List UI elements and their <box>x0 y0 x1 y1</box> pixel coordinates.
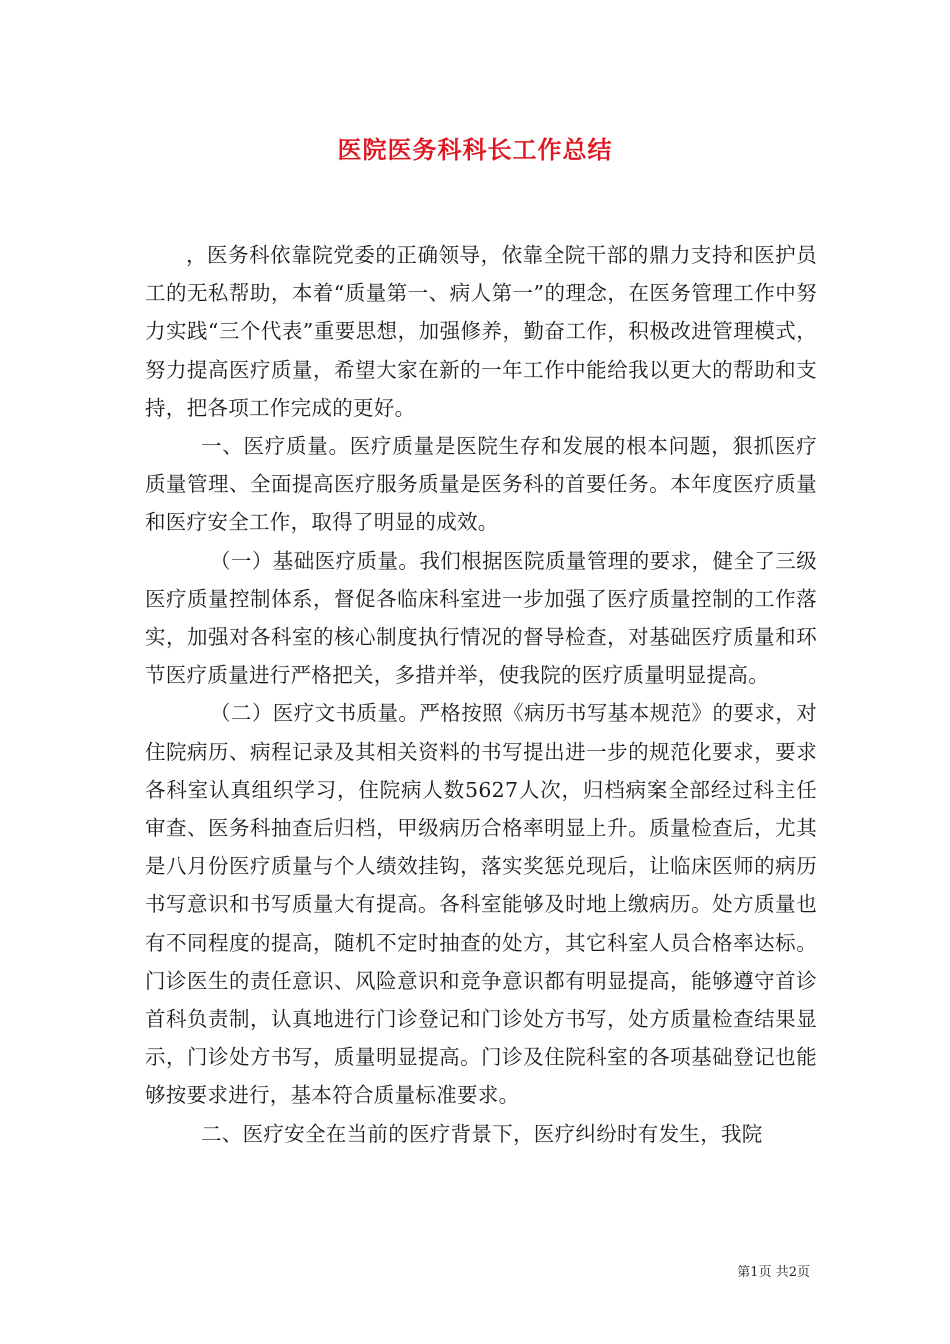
footer-suffix: 页 <box>796 1265 810 1280</box>
paragraph-intro: ，医务科依靠院党委的正确领导，依靠全院干部的鼎力支持和医护员工的无私帮助，本着“质量第一、病人第一”的理念，在医务管理工作中努力实践“三个代表”重要思想，加强修养，勤奋工作，积极改进管理模式，努力提高医疗质量，希望大家在新的一年工作中能给我以更大的帮助和支持，把各项工作完成的更好。 <box>145 243 817 420</box>
footer-middle: 页 共 <box>758 1265 789 1280</box>
footer-current-page: 1 <box>750 1265 759 1280</box>
paragraph-section-1: 一、医疗质量。医疗质量是医院生存和发展的根本问题，狠抓医疗质量管理、全面提高医疗服务质量是医务科的首要任务。本年度医疗质量和医疗安全工作，取得了明显的成效。 <box>145 434 817 535</box>
document-body <box>145 236 817 1153</box>
paragraph-section-2: 二、医疗安全在当前的医疗背景下，医疗纠纷时有发生，我院 <box>201 1121 763 1146</box>
footer-prefix: 第 <box>737 1265 751 1280</box>
paragraph-subsection-2: （二）医疗文书质量。严格按照《病历书写基本规范》的要求，对住院病历、病程记录及其相关资料的书写提出进一步的规范化要求，要求各科室认真组织学习，住院病人数5627人次，归档病案全部经过科主任审查、医务科抽查后归档，甲级病历合格率明显上升。质量检查后，尤其是八月份医疗质量与个人绩效挂钩，落实奖惩兑现后，让临床医师的病历书写意识和书写质量大有提高。各科室能够及时地上缴病历。处方质量也有不同程度的提高，随机不定时抽查的处方，其它科室人员合格率达标。门诊医生的责任意识、风险意识和竞争意识都有明显提高，能够遵守首诊首科负责制，认真地进行门诊登记和门诊处方书写，处方质量检查结果显示，门诊处方书写，质量明显提高。门诊及住院科室的各项基础登记也能够按要求进行，基本符合质量标准要求。 <box>145 701 817 1108</box>
paragraph-subsection-1: （一）基础医疗质量。我们根据医院质量管理的要求，健全了三级医疗质量控制体系，督促各临床科室进一步加强了医疗质量控制的工作落实，加强对各科室的核心制度执行情况的督导检查，对基础医疗质量和环节医疗质量进行严格把关，多措并举，使我院的医疗质量明显提高。 <box>145 548 817 688</box>
page-number-footer <box>737 1264 810 1282</box>
document-title: 医院医务科科长工作总结 <box>337 135 613 164</box>
footer-total-pages: 2 <box>788 1265 797 1280</box>
